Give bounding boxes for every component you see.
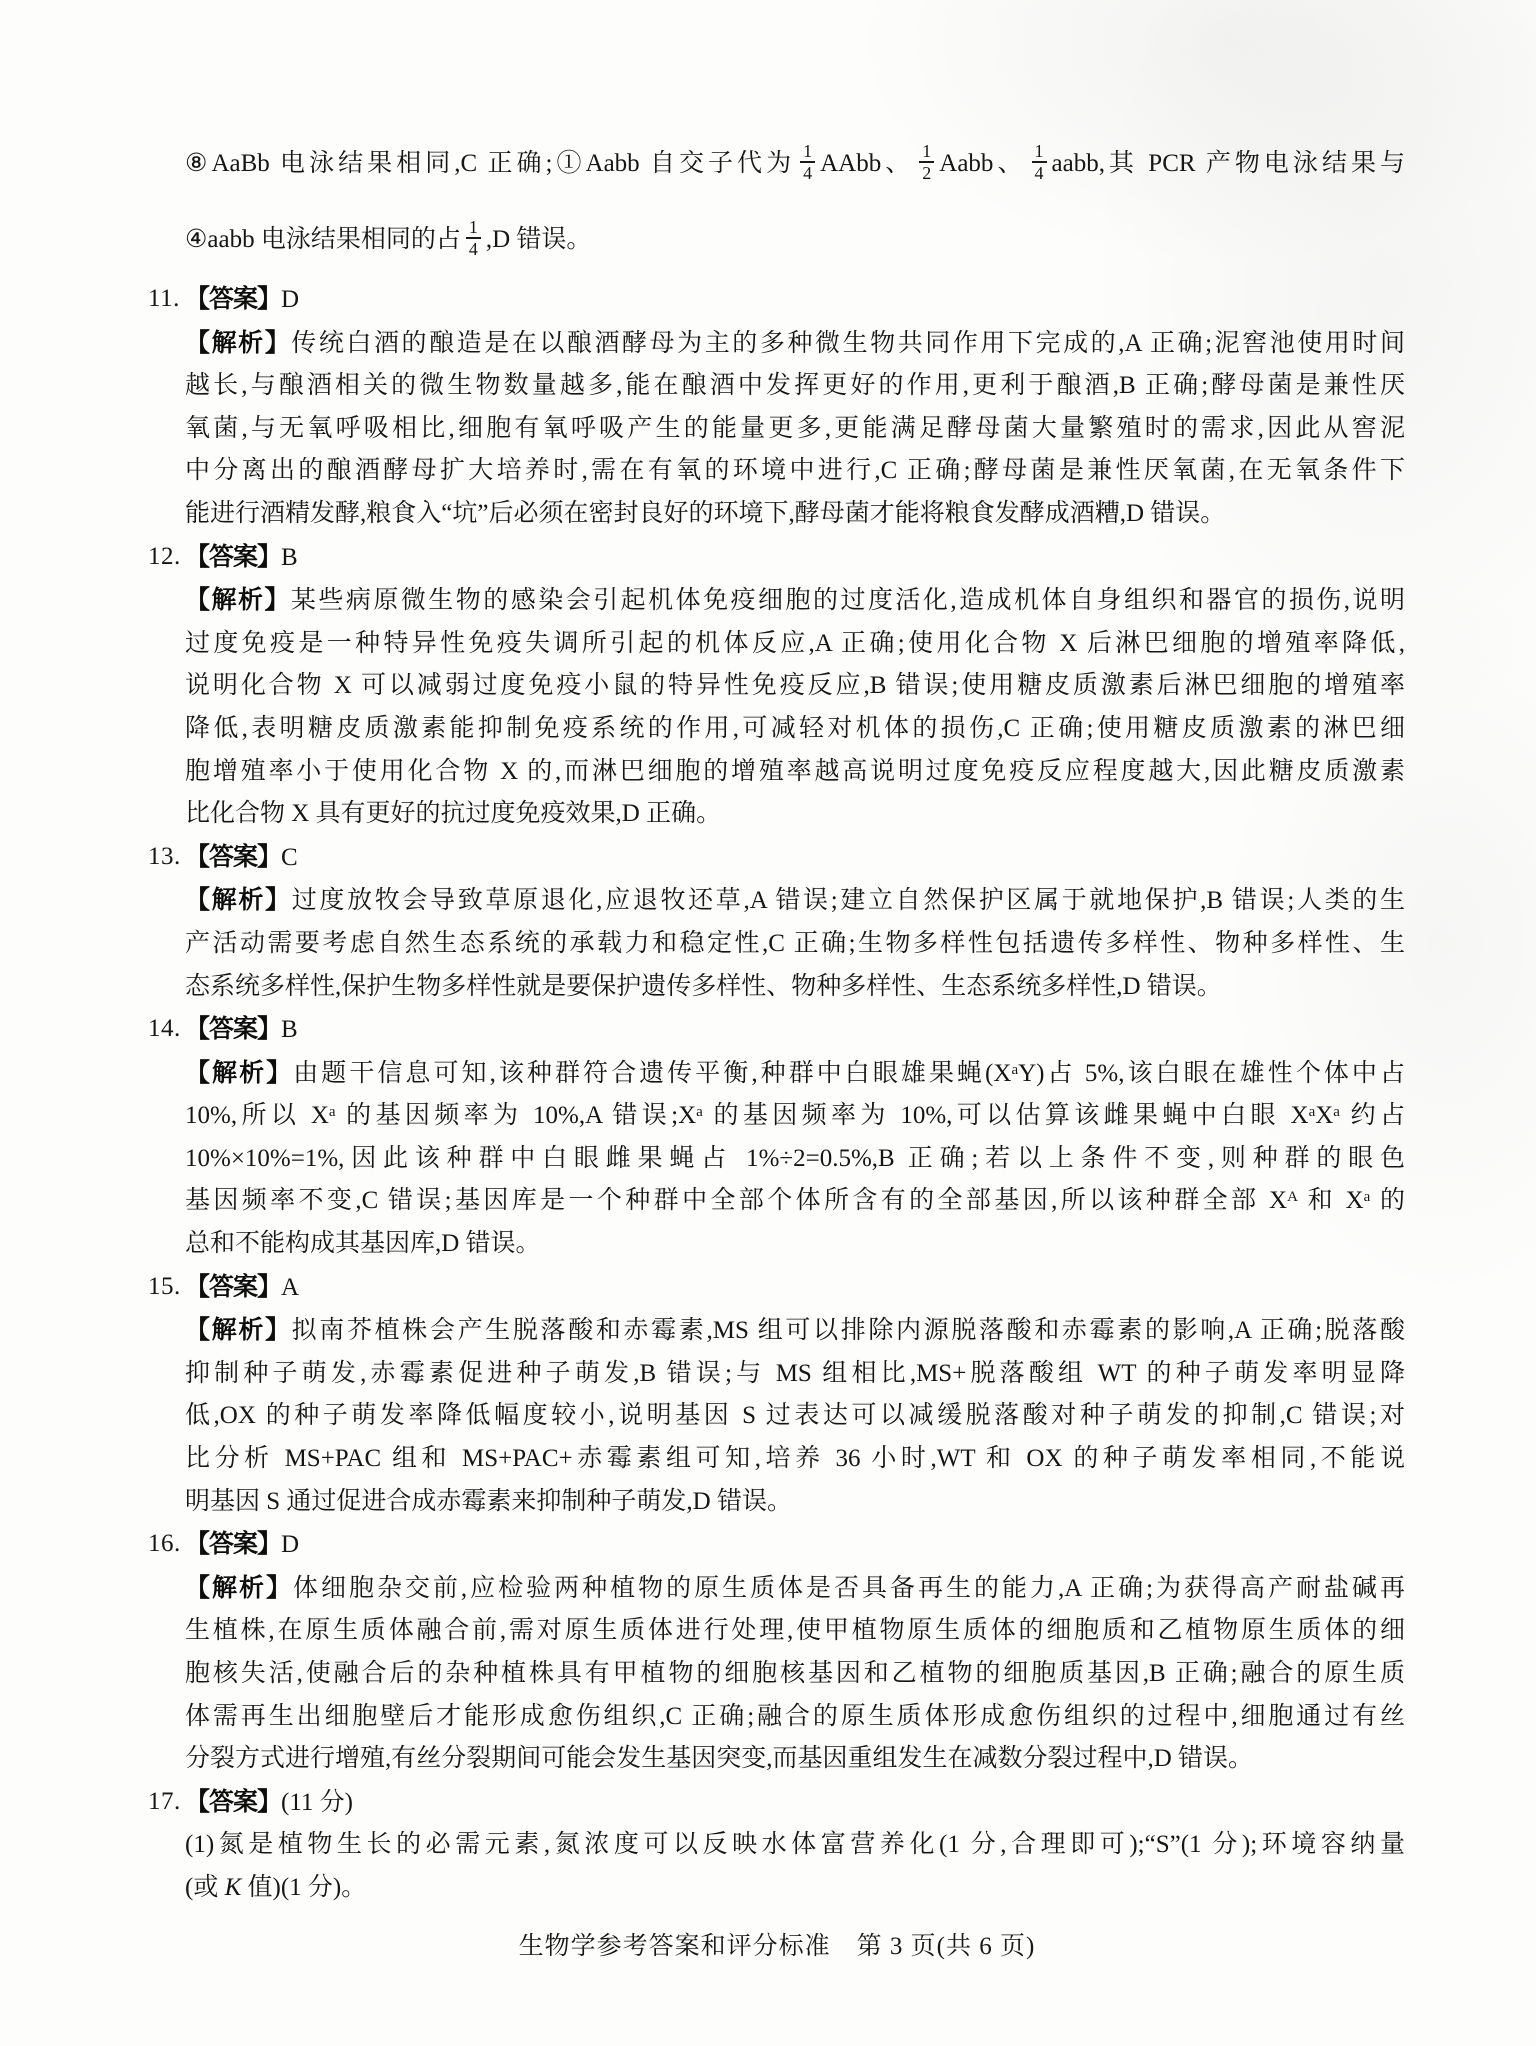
fraction: $\frac{1}{4}$ [1032,141,1047,184]
text-line: 分裂方式进行增殖,有丝分裂期间可能会发生基因突变,而基因重组发生在减数分裂过程中,D 错误。 [185,1745,1254,1773]
fraction: $\frac{1}{4}$ [466,217,481,260]
text-line: ⑧AaBb 电泳结果相同,C 正确;①Aabb 自交子代为 $\frac{1}{4}$ AAbb、 $\frac{1}{2}$ Aabb、 $\frac{1}{4}$ aabb,其 PCR 产物电泳结果与 [185,140,1406,184]
answer-item-11 [148,278,1406,536]
text-line: 能进行酒精发酵,粮食入“坑”后必须在密封良好的环境下,酵母菌才能将粮食发酵成酒糟,D 错误。 [185,499,1226,527]
answer-item-15 [148,1266,1406,1524]
text-line: 【答案】B [185,1014,298,1044]
text-line: 过度免疫是一种特异性免疫失调所引起的机体反应,A 正确;使用化合物 X 后淋巴细胞的增殖率降低, [185,629,1405,657]
item-lines [185,1523,1405,1781]
text-line: 【解析】由题干信息可知,该种群符合遗传平衡,种群中白眼雄果蝇$(X^aY)$占 5%,该白眼在雄性个体中占 [185,1057,1405,1087]
bold-label: 【解析】 [185,1057,294,1087]
text-line: 【答案】C [185,841,298,871]
answer-item-17 [148,1781,1406,1910]
item-number: 16. [148,1530,181,1558]
superscript: a [1363,1189,1371,1206]
text-line: 产活动需要考虑自然生态系统的承载力和稳定性,C 正确;生物多样性包括遗传多样性、物种多样性、生 [185,929,1405,957]
bold-label: 【答案】 [185,841,282,871]
text-line: 胞核失活,使融合后的杂种植株具有甲植物的细胞核基因和乙植物的细胞质基因,B 正确;融合的原生质 [185,1660,1405,1687]
superscript: A [1287,1189,1298,1206]
item-number: 15. [148,1272,181,1300]
bold-label: 【答案】 [185,284,282,313]
text-line: 【解析】拟南芥植株会产生脱落酸和赤霉素,MS 组可以排除内源脱落酸和赤霉素的影响,A 正确;脱落酸 [185,1315,1405,1345]
text-line: 降低,表明糖皮质激素能抑制免疫系统的作用,可减轻对机体的损伤,C 正确;使用糖皮质激素的淋巴细 [185,714,1405,742]
text-line: 【解析】过度放牧会导致草原退化,应退牧还草,A 错误;建立自然保护区属于就地保护,B 错误;人类的生 [185,885,1405,915]
text-line: 【答案】D [185,284,300,313]
item-lines [185,536,1405,836]
text-line: 氧菌,与无氧呼吸相比,细胞有氧呼吸产生的能量更多,更能满足酵母菌大量繁殖时的需求,因此从窖泥 [185,414,1405,442]
bold-label: 【答案】 [185,1014,282,1044]
bold-label: 【解析】 [185,585,291,615]
page-footer: 生物学参考答案和评分标准 第 3 页(共 6 页) [518,1932,1036,1960]
text-line: 体需再生出细胞壁后才能形成愈伤组织,C 正确;融合的原生质体形成愈伤组织的过程中,细胞通过有丝 [185,1702,1405,1730]
text-line: 胞增殖率小于使用化合物 X 的,而淋巴细胞的增殖率越高说明过度免疫反应程度越大,因此糖皮质激素 [185,757,1405,785]
item-number: 17. [148,1787,181,1815]
superscript: a [1308,1104,1316,1121]
bold-label: 【答案】 [185,541,282,571]
bold-label: 【答案】 [185,1529,282,1559]
superscript: a [1333,1104,1340,1121]
italic-text: K [224,1873,242,1901]
item-lines [185,1008,1405,1266]
bold-label: 【解析】 [185,1315,292,1345]
answer-item-16 [148,1523,1406,1781]
text-line: ④aabb 电泳结果相同的占 $\frac{1}{4}$ ,D 错误。 [185,216,592,260]
item-number: 11. [148,285,180,312]
item-lines [185,1266,1405,1524]
bold-label: 【解析】 [185,327,292,357]
text-line: 比分析 MS+PAC 组和 MS+PAC+赤霉素组可知,培养 36 小时,WT 和 OX 的种子萌发率相同,不能说 [185,1445,1405,1473]
text-line: 抑制种子萌发,赤霉素促进种子萌发,B 错误;与 MS 组相比,MS+脱落酸组 WT 的种子萌发率明显降 [185,1359,1405,1387]
text-line: 说明化合物 X 可以减弱过度免疫小鼠的特异性免疫反应,B 错误;使用糖皮质激素后淋巴细胞的增殖率 [185,672,1405,700]
text-line: 低,OX 的种子萌发率降低幅度较小,说明基因 S 过表达可以减缓脱落酸对种子萌发的抑制,C 错误;对 [185,1402,1405,1430]
text-line: 【答案】D [185,1529,300,1559]
item-number: 13. [148,842,181,870]
fraction: $\frac{1}{4}$ [800,141,815,184]
fraction: $\frac{1}{2}$ [919,141,934,184]
item-lines [185,836,1405,1008]
text-line: 比化合物 X 具有更好的抗过度免疫效果,D 正确。 [185,800,722,828]
answer-10-continuation [185,126,1405,278]
text-line: (或 K 值)(1 分)。 [185,1873,367,1901]
text-line: 【答案】(11 分) [185,1786,353,1816]
text-line: 【解析】传统白酒的酿造是在以酿酒酵母为主的多种微生物共同作用下完成的,A 正确;泥窖池使用时间 [185,327,1405,357]
item-number: 14. [148,1015,181,1043]
answer-item-14 [148,1008,1406,1266]
text-line: 明基因 S 通过促进合成赤霉素来抑制种子萌发,D 错误。 [185,1487,792,1515]
text-line: 总和不能构成其基因库,D 错误。 [185,1230,541,1258]
bold-label: 【答案】 [185,1271,282,1301]
superscript: a [328,1104,336,1121]
item-lines [185,278,1405,536]
answer-item-12 [148,536,1406,836]
text-line: 10%×10%=1%,因此该种群中白眼雌果蝇占 1%÷2=0.5%,B 正确;若以上条件不变,则种群的眼色 [185,1144,1405,1172]
text-line: 基因频率不变,C 错误;基因库是一个种群中全部个体所含有的全部基因,所以该种群全部 $X^A$ 和 $X^a$ 的 [185,1187,1405,1215]
text-line: 生植株,在原生质体融合前,需对原生质体进行处理,使甲植物原生质体的细胞质和乙植物原生质体的细 [185,1617,1405,1645]
superscript: a [1011,1061,1019,1078]
text-line: 【答案】A [185,1271,300,1301]
text-line: (1)氮是植物生长的必需元素,氮浓度可以反映水体富营养化(1 分,合理即可);“S”(1 分);环境容纳量 [185,1831,1405,1859]
superscript: a [696,1104,703,1121]
bold-label: 【答案】 [185,1786,282,1816]
item-number: 12. [148,542,181,570]
bold-label: 【解析】 [185,885,292,915]
bold-label: 【解析】 [185,1572,293,1602]
text-line: 态系统多样性,保护生物多样性就是要保护遗传多样性、物种多样性、生态系统多样性,D 错误。 [185,972,1222,1000]
text-line: 【答案】B [185,541,298,571]
text-line: 越长,与酿酒相关的微生物数量越多,能在酿酒中发挥更好的作用,更利于酿酒,B 正确;酵母菌是兼性厌 [185,372,1405,400]
text-line: 【解析】某些病原微生物的感染会引起机体免疫细胞的过度活化,造成机体自身组织和器官的损伤,说明 [185,585,1405,615]
item-lines [185,1781,1405,1910]
answer-item-13 [148,836,1406,1008]
text-line: 中分离出的酿酒酵母扩大培养时,需在有氧的环境中进行,C 正确;酵母菌是兼性厌氧菌,在无氧条件下 [185,457,1405,485]
text-line: 【解析】体细胞杂交前,应检验两种植物的原生质体是否具备再生的能力,A 正确;为获得高产耐盐碱再 [185,1572,1405,1602]
text-line: 10%,所以 $X^a$ 的基因频率为 10%,A 错误$;X^a$ 的基因频率为 10%,可以估算该雌果蝇中白眼 $X^aX^a$ 约占 [185,1102,1405,1130]
